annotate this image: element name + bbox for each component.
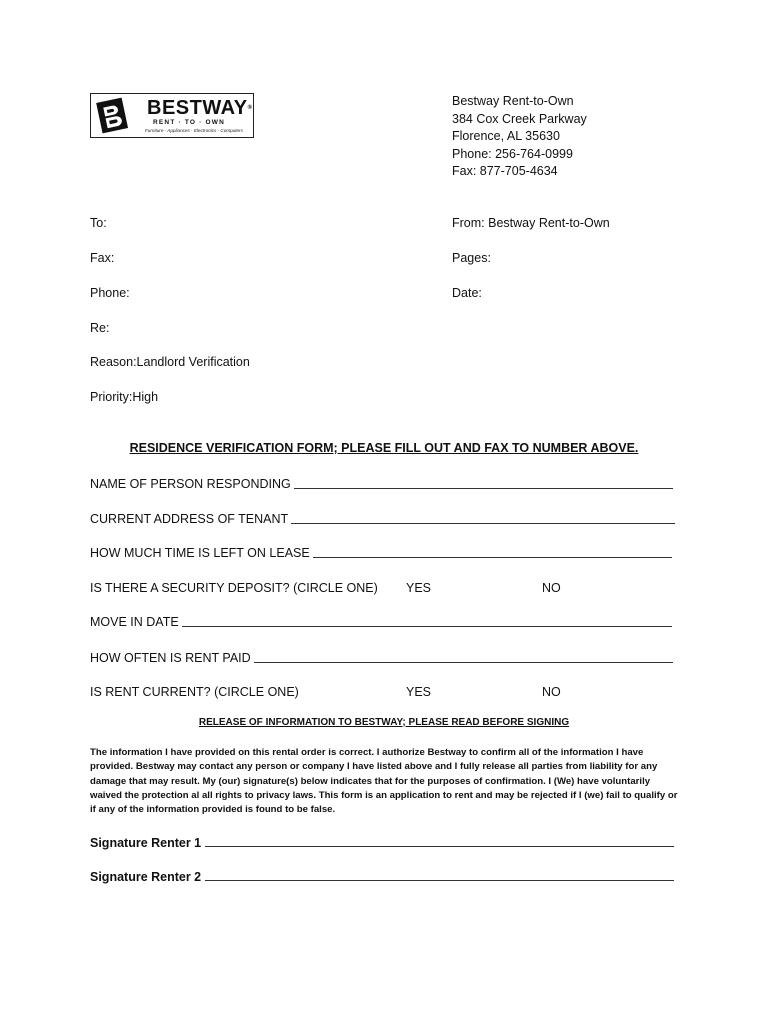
time-left-row [90,545,672,561]
logo-name: BESTWAY® [147,97,253,119]
logo-tagline: Furniture · Appliances · Electronics · Computers [145,128,243,133]
company-city: Florence, AL 35630 [452,129,560,143]
move-in-line[interactable] [182,626,672,627]
bestway-logo [90,93,254,138]
phone-field[interactable]: Phone: [90,286,130,300]
bestway-b-logo-icon [94,97,130,134]
logo-subtitle: RENT · TO · OWN [153,119,226,126]
reason-field: Reason:Landlord Verification [90,355,250,369]
signature-renter-1-row [90,836,674,850]
priority-field: Priority:High [90,390,159,404]
signature-renter-2-row [90,870,674,884]
from-field: From: Bestway Rent-to-Own [452,216,610,230]
name-responding-row [90,476,673,492]
signature-renter-1-label: Signature Renter 1 [90,836,202,850]
name-responding-label: NAME OF PERSON RESPONDING [90,477,291,491]
fax-field[interactable]: Fax: [90,251,115,265]
rent-current-label: IS RENT CURRENT? (CIRCLE ONE) [90,685,299,699]
form-title: RESIDENCE VERIFICATION FORM; PLEASE FILL OUT AND FAX TO NUMBER ABOVE. [129,441,639,455]
company-fax: Fax: 877-705-4634 [452,164,558,178]
time-left-line[interactable] [313,557,672,558]
signature-renter-1-line[interactable] [205,846,674,847]
signature-renter-2-line[interactable] [205,880,674,881]
company-phone: Phone: 256-764-0999 [452,146,573,161]
time-left-label: HOW MUCH TIME IS LEFT ON LEASE [90,546,310,560]
current-address-label: CURRENT ADDRESS OF TENANT [90,512,289,526]
signature-renter-2-label: Signature Renter 2 [90,870,202,884]
current-address-row [90,511,675,527]
date-field[interactable]: Date: [452,286,482,300]
move-in-label: MOVE IN DATE [90,615,179,629]
pages-field[interactable]: Pages: [452,251,491,265]
company-street: 384 Cox Creek Parkway [452,111,587,126]
company-name: Bestway Rent-to-Own [452,94,574,108]
rent-current-yes[interactable]: YES [406,685,432,699]
security-deposit-no[interactable]: NO [542,581,561,595]
move-in-row [90,614,672,630]
to-field[interactable]: To: [90,216,107,230]
rent-paid-label: HOW OFTEN IS RENT PAID [90,651,251,665]
re-field[interactable]: Re: [90,321,110,335]
rent-current-no[interactable]: NO [542,685,561,699]
release-paragraph: The information I have provided on this rental order is correct. I authorize Bestway to confirm all of the information I have provided. Bestway may contact any person or company I have listed above and I fully release all parties from liability for any damage that may result. My (our) signature(s) below indicates that for the purposes of confirmation. I (We) have voluntarily waived the protection al all rights to privacy laws. This form is an application to rent and may be rejected if I (we) fail to qualify or if any of the information provided is found to be false. [90,747,678,816]
security-deposit-yes[interactable]: YES [406,581,432,595]
security-deposit-label: IS THERE A SECURITY DEPOSIT? (CIRCLE ONE) [90,581,378,595]
rent-paid-row [90,650,673,666]
rent-paid-line[interactable] [254,662,673,663]
name-responding-line[interactable] [294,488,673,489]
company-address [452,93,587,181]
current-address-line[interactable] [291,523,675,524]
release-title: RELEASE OF INFORMATION TO BESTWAY; PLEASE READ BEFORE SIGNING [198,717,570,728]
